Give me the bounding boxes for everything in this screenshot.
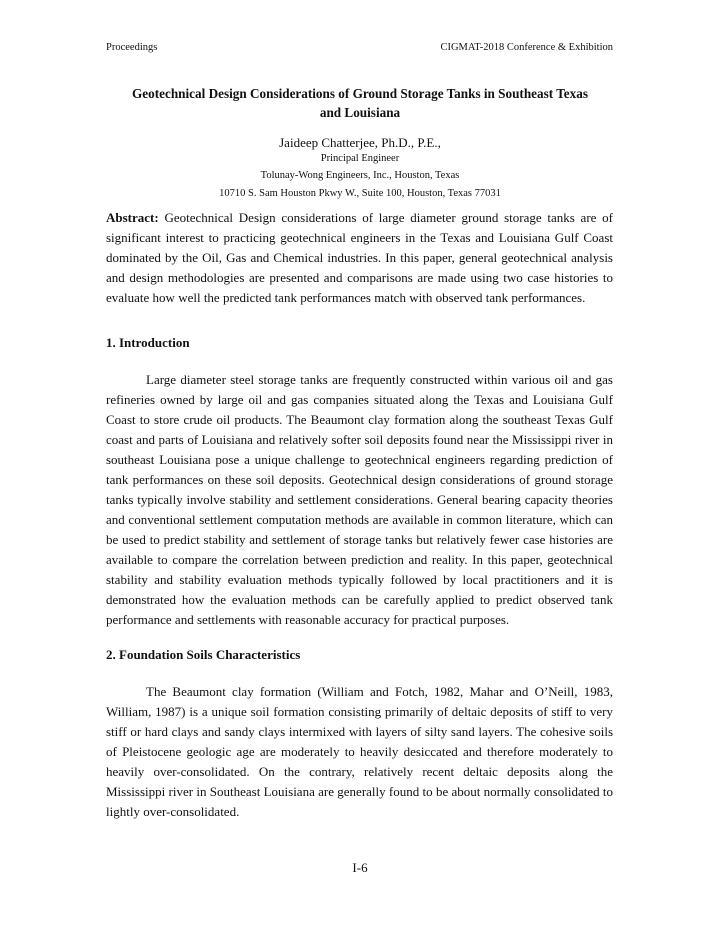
section-heading-introduction: 1. Introduction <box>106 335 190 350</box>
page-number: I-6 <box>352 860 368 875</box>
section-heading-foundation-soils: 2. Foundation Soils Characteristics <box>106 647 301 662</box>
running-header <box>106 42 613 53</box>
author-role: Principal Engineer <box>320 153 400 164</box>
title-line-2: and Louisiana <box>319 105 401 120</box>
abstract-text: Geotechnical Design considerations of large diameter ground storage tanks are of significant interest to practicing geotechnical engineers in the Texas and Louisiana Gulf Coast dominated by the Oil, Gas and Chemical industries. In this paper, general geotechnical analysis and design methodologies are presented and comparisons are made using two case histories to evaluate how well the predicted tank performances match with observed tank performances. <box>106 210 613 305</box>
section-text-foundation-soils: The Beaumont clay formation (William and Fotch, 1982, Mahar and O’Neill, 1983, William, 1987) is a unique soil formation consisting primarily of deltaic deposits of stiff to very stiff or hard clays and sandy clays intermixed with layers of silty sand layers. The cohesive soils of Pleistocene geologic age are moderately to heavily desiccated and therefore moderately to heavily over-consolidated. On the contrary, relatively recent deltaic deposits along the Mississippi river in Southeast Louisiana are generally found to be about normally consolidated to lightly over-consolidated. <box>106 684 613 819</box>
abstract <box>106 208 613 308</box>
header-conference: CIGMAT-2018 Conference & Exhibition <box>440 42 613 53</box>
section-text-introduction: Large diameter steel storage tanks are frequently constructed within various oil and gas refineries owned by large oil and gas companies situated along the Texas and Louisiana Gulf Coast to store crude oil products. The Beaumont clay formation along the southeast Texas Gulf coast and parts of Louisiana and relatively softer soil deposits found near the Mississippi river in southeast Louisiana pose a unique challenge to geotechnical engineers regarding prediction of tank performances on these soil deposits. Geotechnical design considerations of ground storage tanks typically involve stability and settlement considerations. General bearing capacity theories and conventional settlement computation methods are available in common literature, which can be used to predict stability and settlement of storage tanks but relatively fewer case histories are available to compare the correlation between prediction and reality. In this paper, geotechnical stability and stability evaluation methods typically followed by local practitioners and it is demonstrated how the evaluation methods can be carefully applied to predict observed tank performance and settlements with reasonable accuracy for practical purposes. <box>106 372 613 627</box>
author-company: Tolunay-Wong Engineers, Inc., Houston, Texas <box>260 170 460 181</box>
author-name: Jaideep Chatterjee, Ph.D., P.E., <box>279 135 441 150</box>
header-proceedings: Proceedings <box>106 42 158 53</box>
title-line-1: Geotechnical Design Considerations of Ground Storage Tanks in Southeast Texas <box>132 86 588 101</box>
paper-title <box>106 84 614 122</box>
abstract-label: Abstract: <box>106 210 159 225</box>
author-address: 10710 S. Sam Houston Pkwy W., Suite 100, Houston, Texas 77031 <box>219 188 501 199</box>
